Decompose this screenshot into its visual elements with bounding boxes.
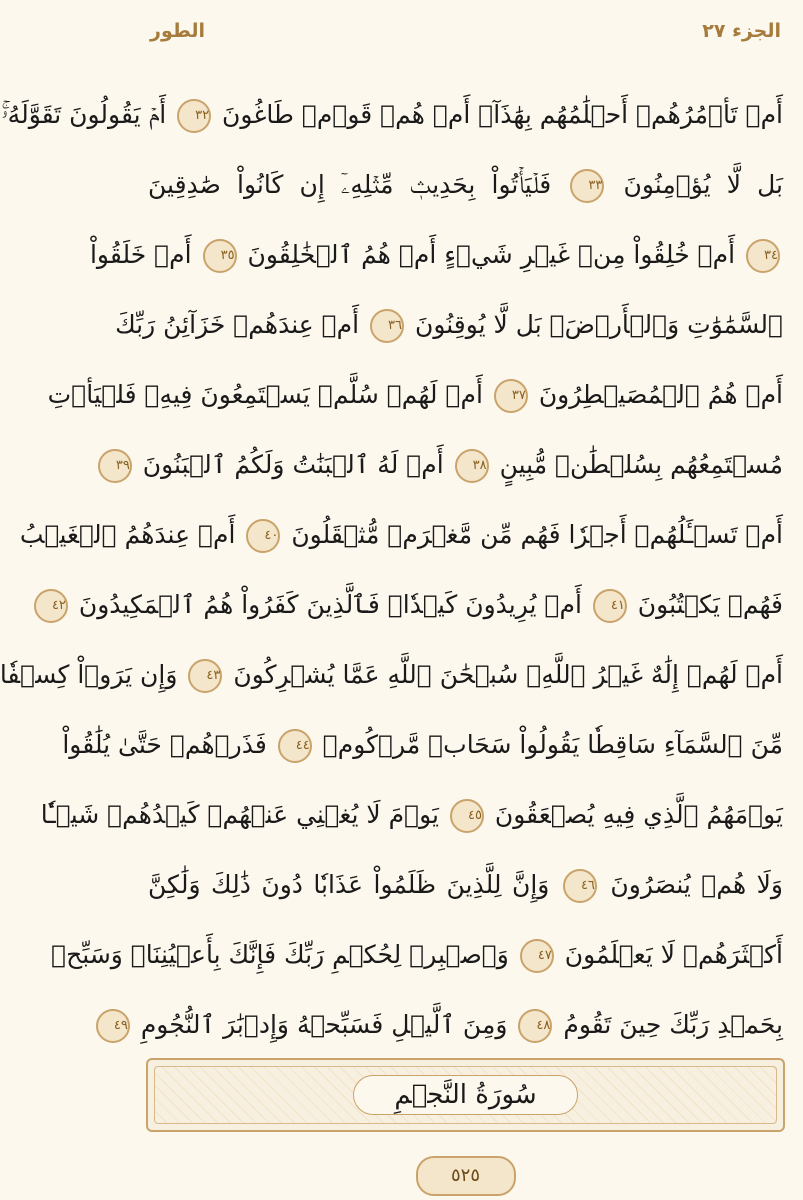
- ayah-number-marker: ٤١: [593, 589, 627, 623]
- ayah-number-marker: ٣٥: [203, 239, 237, 273]
- verse-text: يَوۡمَ لَا يُغۡنِي عَنۡهُمۡ كَيۡدُهُمۡ شَيۡـٔٗا: [40, 800, 439, 829]
- juz-label: الجزء ٢٧: [702, 20, 781, 42]
- verse-text: أَمۡ عِندَهُمۡ خَزَآئِنُ رَبِّكَ: [115, 310, 360, 339]
- ayah-number-marker: ٣٦: [370, 309, 404, 343]
- ayah-number-marker: ٤٤: [278, 729, 312, 763]
- surah-banner: [146, 1058, 785, 1132]
- verses-block: [0, 80, 784, 1060]
- verse-text: فَلۡيَأۡتُواْ بِحَدِيثٖ مِّثۡلِهِۦٓ إِن كَانُواْ صَٰدِقِينَ: [148, 170, 552, 199]
- ayah-number-marker: ٤٣: [188, 659, 222, 693]
- ayah-number-marker: ٤٨: [518, 1009, 552, 1043]
- verse-text: وَلَا هُمۡ يُنصَرُونَ: [610, 870, 783, 899]
- verse-line: [62, 710, 783, 780]
- verse-line: [1, 80, 783, 150]
- ayah-number-marker: ٤٠: [246, 519, 280, 553]
- verse-text: أَمۡ لَهُمۡ سُلَّمٞ يَسۡتَمِعُونَ فِيهِۖ فَلۡيَأۡتِ: [47, 380, 483, 409]
- ayah-number-marker: ٣٩: [98, 449, 132, 483]
- verse-text: ٱلسَّمَٰوَٰتِ وَٱلۡأَرۡضَۚ بَل لَّا يُوقِنُونَ: [414, 310, 783, 339]
- verse-text: أَمۡ تَأۡمُرُهُمۡ أَحۡلَٰمُهُم بِهَٰذَآۚ أَمۡ هُمۡ قَوۡمٞ طَاغُونَ: [222, 100, 783, 129]
- verse-line: [113, 990, 783, 1060]
- verse-line: [47, 360, 783, 430]
- verse-line: [148, 850, 783, 920]
- verse-text: أَمۡ يُرِيدُونَ كَيۡدٗاۖ فَٱلَّذِينَ كَفَرُواْ هُمُ ٱلۡمَكِيدُونَ: [78, 590, 582, 619]
- verse-text: وَمِنَ ٱلَّيۡلِ فَسَبِّحۡهُ وَإِدۡبَٰرَ ٱلنُّجُومِ: [140, 1010, 508, 1039]
- verse-text: يَوۡمَهُمُ ٱلَّذِي فِيهِ يُصۡعَقُونَ: [494, 800, 783, 829]
- verse-line: [19, 500, 783, 570]
- verse-line: [0, 640, 783, 710]
- verse-line: [115, 290, 783, 360]
- verse-text: أَمۡ يَقُولُونَ تَقَوَّلَهُۥۚ: [1, 100, 167, 129]
- verse-text: مُسۡتَمِعُهُم بِسُلۡطَٰنٖ مُّبِينٍ: [499, 450, 783, 479]
- ayah-number-marker: ٣٤: [746, 239, 780, 273]
- verse-line: [51, 920, 783, 990]
- verse-line: [115, 430, 783, 500]
- verse-text: وَإِنَّ لِلَّذِينَ ظَلَمُواْ عَذَابٗا دُونَ ذَٰلِكَ وَلَٰكِنَّ: [148, 870, 550, 899]
- verse-text: مِّنَ ٱلسَّمَآءِ سَاقِطٗا يَقُولُواْ سَحَابٞ مَّرۡكُومٞ: [322, 730, 783, 759]
- ayah-number-marker: ٣٣: [570, 169, 604, 203]
- verse-text: أَمۡ خَلَقُواْ: [89, 240, 192, 269]
- ayah-number-marker: ٤٥: [450, 799, 484, 833]
- verse-line: [40, 780, 783, 850]
- page-header: [150, 14, 781, 48]
- ayah-number-marker: ٤٩: [96, 1009, 130, 1043]
- verse-text: أَمۡ هُمُ ٱلۡمُصَيۡطِرُونَ: [538, 380, 783, 409]
- verse-text: أَمۡ عِندَهُمُ ٱلۡغَيۡبُ: [19, 520, 236, 549]
- verse-text: فَهُمۡ يَكۡتُبُونَ: [637, 590, 783, 619]
- verse-text: بِحَمۡدِ رَبِّكَ حِينَ تَقُومُ: [563, 1010, 783, 1039]
- ayah-number-marker: ٣٨: [455, 449, 489, 483]
- verse-text: فَذَرۡهُمۡ حَتَّىٰ يُلَٰقُواْ: [62, 730, 267, 759]
- verse-line: [148, 150, 783, 220]
- ayah-number-marker: ٤٢: [34, 589, 68, 623]
- ayah-number-marker: ٤٦: [563, 869, 597, 903]
- verse-text: أَمۡ لَهُمۡ إِلَٰهٌ غَيۡرُ ٱللَّهِۚ سُبۡحَٰنَ ٱللَّهِ عَمَّا يُشۡرِكُونَ: [233, 660, 783, 689]
- ayah-number-marker: ٤٧: [520, 939, 554, 973]
- ayah-number-marker: ٣٧: [494, 379, 528, 413]
- verse-text: بَل لَّا يُؤۡمِنُونَ: [623, 170, 784, 199]
- verse-text: أَمۡ لَهُ ٱلۡبَنَٰتُ وَلَكُمُ ٱلۡبَنُونَ: [142, 450, 444, 479]
- verse-text: وَإِن يَرَوۡاْ كِسۡفٗا: [0, 660, 178, 689]
- page-number: ٥٢٥: [416, 1156, 516, 1196]
- verse-text: أَكۡثَرَهُمۡ لَا يَعۡلَمُونَ: [564, 940, 783, 969]
- surah-title: الطور: [150, 20, 206, 42]
- verse-text: أَمۡ تَسۡـَٔلُهُمۡ أَجۡرٗا فَهُم مِّن مَّغۡرَمٖ مُّثۡقَلُونَ: [291, 520, 783, 549]
- verse-line: [89, 220, 783, 290]
- verse-text: أَمۡ خُلِقُواْ مِنۡ غَيۡرِ شَيۡءٍ أَمۡ هُمُ ٱلۡخَٰلِقُونَ: [247, 240, 736, 269]
- next-surah-name: سُورَةُ النَّجۡمِ: [353, 1075, 577, 1115]
- verse-text: وَٱصۡبِرۡ لِحُكۡمِ رَبِّكَ فَإِنَّكَ بِأَعۡيُنِنَاۖ وَسَبِّحۡ: [51, 940, 509, 969]
- verse-line: [51, 570, 783, 640]
- ayah-number-marker: ٣٢: [177, 99, 211, 133]
